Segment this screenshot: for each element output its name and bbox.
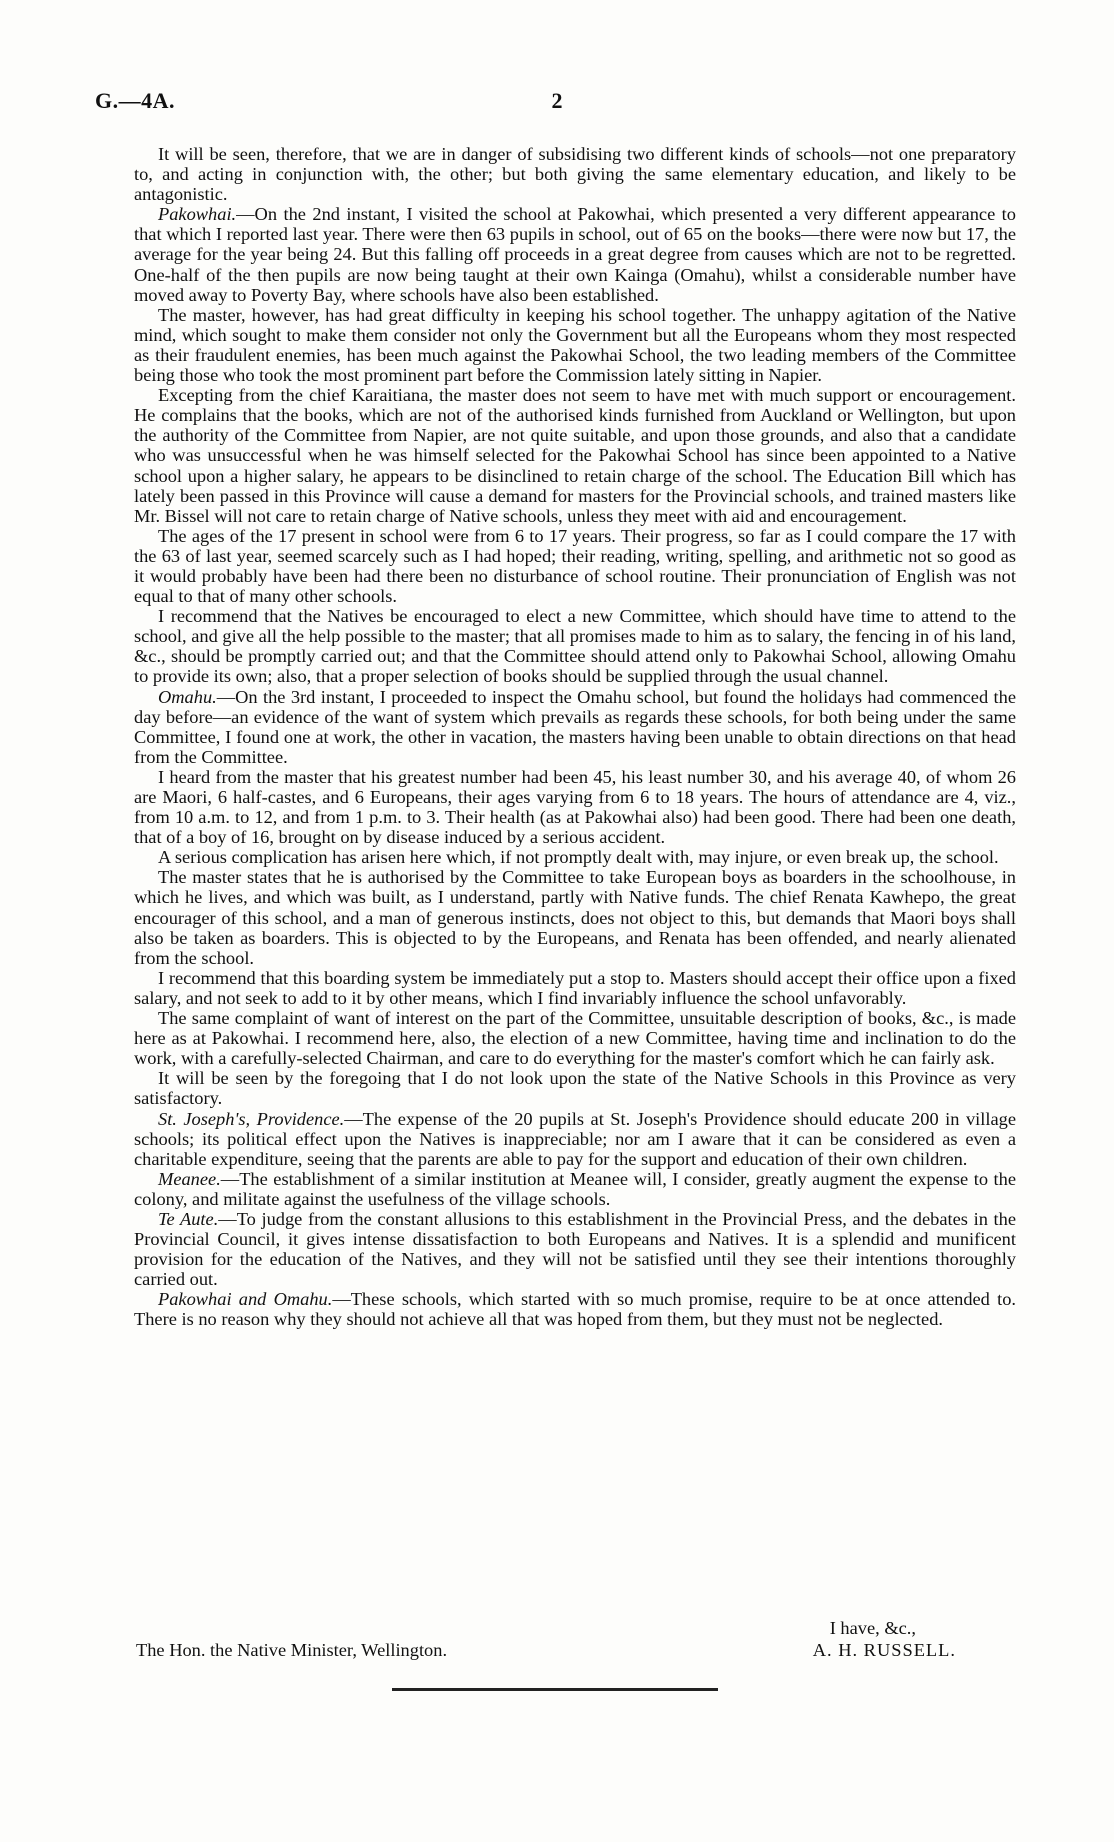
paragraph-text: —The expense of the 20 pupils at St. Joseph's Providence should educate 200 in village schools; its political effect upon the Natives is inappreciable; nor am I aware that it can be considered as even a charitable expenditure, seeing that the parents are able to pay for the support and education of their own children. — [134, 1108, 1016, 1169]
paragraph — [134, 687, 1016, 767]
paragraph-text: —These schools, which started with so much promise, require to be at once attended to. There is no reason why they should not achieve all that was hoped from them, but they must not be neglected. — [134, 1289, 1016, 1330]
salutation: I have, &c., — [829, 1618, 916, 1638]
paragraph-text: It will be seen by the foregoing that I do not look upon the state of the Native Schools in this Province as very satisfactory. — [134, 1068, 1016, 1109]
paragraph-text: The ages of the 17 present in school were from 6 to 17 years. Their progress, so far as I could compare the 17 with the 63 of last year, seemed scarcely such as I had hoped; their reading, writing, spelling, and arithmetic not so good as it would probably have been had there been no disturbance of school routine. Their pronunciation of English was not equal to that of many other schools. — [134, 525, 1016, 607]
paragraph — [134, 767, 1016, 847]
paragraph-text: It will be seen, therefore, that we are in danger of subsidising two different kinds of schools—not one preparatory to, and acting in conjunction with, the other; but both giving the same elementary education, and likely to be antagonistic. — [134, 144, 1016, 205]
signature: A. H. RUSSELL. — [812, 1640, 956, 1660]
section-lead: Meanee. — [158, 1168, 221, 1189]
letter-body — [134, 144, 1016, 1330]
page-number: 2 — [551, 88, 563, 113]
paragraph — [134, 1068, 1016, 1108]
end-rule — [392, 1688, 718, 1691]
paragraph-text: Excepting from the chief Karaitiana, the master does not seem to have met with much support or encouragement. He complains that the books, which are not of the authorised kinds furnished from Auckland or Wellington, but upon the authority of the Committee from Napier, are not quite suitable, and upon those grounds, and also that a candidate who was unsuccessful when he was himself selected for the Pakowhai School has since been appointed to a Native school upon a higher salary, he appears to be disinclined to retain charge of the school. The Education Bill which has lately been passed in this Province will cause a demand for masters for the Provincial schools, and trained masters like Mr. Bissel will not care to retain charge of Native schools, unless they meet with aid and encouragement. — [134, 385, 1016, 526]
paragraph-text: I recommend that this boarding system be immediately put a stop to. Masters should accept their office upon a fixed salary, and not seek to add to it by other means, which I find invariably influence the school unfavorably. — [134, 967, 1016, 1008]
paragraph — [134, 847, 1016, 867]
section-lead: Te Aute. — [158, 1208, 219, 1229]
paragraph — [134, 1209, 1016, 1289]
closing-line — [134, 1639, 1016, 1661]
paragraph — [134, 1109, 1016, 1169]
paragraph-text: I recommend that the Natives be encouraged to elect a new Committee, which should have time to attend to the school, and give all the help possible to the master; that all promises made to him as to salary, the fencing in of his land, &c., should be promptly carried out; and that the Committee should attend only to Pakowhai School, allowing Omahu to provide its own; also, that a proper selection of books should be supplied through the usual channel. — [134, 606, 1016, 687]
paragraph-text: —To judge from the constant allusions to this establishment in the Provincial Press, and the debates in the Provincial Council, it gives intense dissatisfaction to both Europeans and Natives. It is a splendid and munificent provision for the education of the Natives, and they will not be satisfied until they see their intentions thoroughly carried out. — [134, 1208, 1016, 1290]
paragraph-text: —On the 2nd instant, I visited the school at Pakowhai, which presented a very different appearance to that which I reported last year. There were then 63 pupils in school, out of 65 on the books—there were now but 17, the average for the year being 24. But this falling off proceeds in a great degree from causes which are not to be regretted. One-half of the then pupils are now being taught at their own Kainga (Omahu), whilst a considerable number have moved away to Poverty Bay, where schools have also been established. — [134, 204, 1016, 305]
paragraph-text: —On the 3rd instant, I proceeded to inspect the Omahu school, but found the holidays had commenced the day before—an evidence of the want of system which prevails as regards these schools, for both being under the same Committee, I found one at work, the other in vacation, the masters having been unable to obtain directions on that head from the Committee. — [134, 686, 1016, 767]
paragraph — [134, 305, 1016, 385]
paragraph — [134, 968, 1016, 1008]
section-lead: Pakowhai and Omahu. — [158, 1289, 333, 1310]
paragraph-text: The master states that he is authorised by the Committee to take European boys as boarders in the schoolhouse, in which he lives, and which was built, as I understand, partly with Native funds. The chief Renata Kawhepo, the great encourager of this school, and a man of generous instincts, does not object to this, but demands that Maori boys shall also be taken as boarders. This is objected to by the Europeans, and Renata has been offended, and nearly alienated from the school. — [134, 867, 1016, 968]
paragraph-text: —The establishment of a similar institution at Meanee will, I consider, greatly augment the expense to the colony, and militate against the usefulness of the village schools. — [134, 1168, 1016, 1209]
paragraph — [134, 204, 1016, 304]
paragraph-text: The same complaint of want of interest on the part of the Committee, unsuitable description of books, &c., is made here as at Pakowhai. I recommend here, also, the election of a new Committee, having time and inclination to do the work, with a carefully-selected Chairman, and care to do everything for the master's comfort which he can fairly ask. — [134, 1008, 1016, 1069]
paragraph — [134, 144, 1016, 204]
paragraph — [134, 606, 1016, 686]
paragraph — [134, 1008, 1016, 1068]
section-lead: St. Joseph's, Providence. — [158, 1108, 345, 1129]
document-code: G.—4A. — [95, 88, 175, 113]
paragraph — [134, 867, 1016, 967]
paragraph — [134, 385, 1016, 526]
paragraph — [134, 1289, 1016, 1329]
closing-block — [134, 1617, 1016, 1661]
paragraph-text: The master, however, has had great difficulty in keeping his school together. The unhappy agitation of the Native mind, which sought to make them consider not only the Government but all the Europeans whom they most respected as their fraudulent enemies, has been much against the Pakowhai School, the two leading members of the Committee being those who took the most prominent part before the Commission lately sitting in Napier. — [134, 304, 1016, 386]
paragraph — [134, 1169, 1016, 1209]
addressee: The Hon. the Native Minister, Wellington. — [136, 1640, 448, 1660]
paragraph-text: I heard from the master that his greatest number had been 45, his least number 30, and his average 40, of whom 26 are Maori, 6 half-castes, and 6 Europeans, their ages varying from 6 to 18 years. The hours of attendance are 4, viz., from 10 a.m. to 12, and from 1 p.m. to 3. Their health (as at Pakowhai also) had been good. There had been one death, that of a boy of 16, brought on by disease induced by a serious accident. — [134, 766, 1016, 848]
section-lead: Pakowhai. — [158, 204, 237, 225]
section-lead: Omahu. — [158, 686, 217, 707]
paragraph — [134, 526, 1016, 606]
paragraph-text: A serious complication has arisen here which, if not promptly dealt with, may injure, or even break up, the school. — [158, 847, 999, 868]
